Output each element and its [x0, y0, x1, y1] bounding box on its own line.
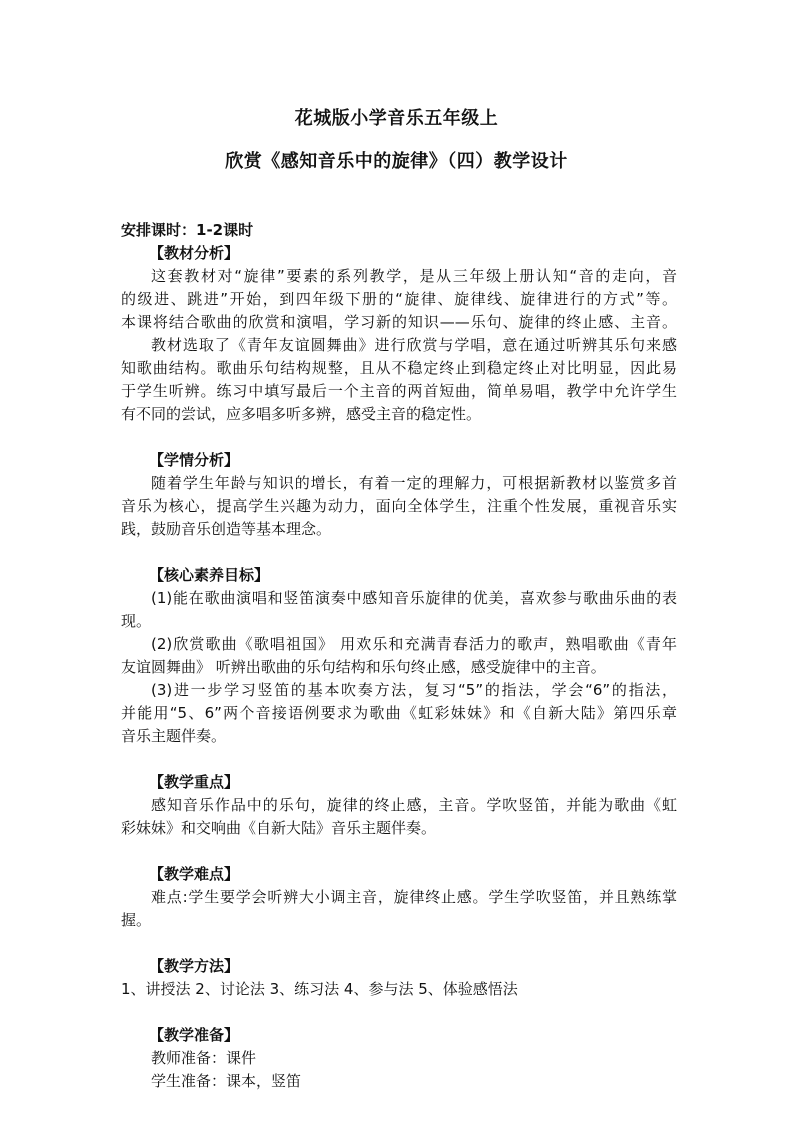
paragraph-line: 于学生听辨。练习中填写最后一个主音的两首短曲，简单易唱，教学中允许学生 — [121, 382, 677, 400]
learner-heading: 【学情分析】 — [149, 451, 240, 469]
paragraph-line: 难点:学生要学会听辨大小调主音，旋律终止感。学生学吹竖笛，并且熟练掌 — [151, 888, 677, 906]
goals-heading: 【核心素养目标】 — [149, 566, 270, 584]
paragraph-line: 音乐为核心，提高学生兴趣为动力，面向全体学生，注重个性发展，重视音乐实 — [121, 497, 677, 515]
key-points-heading: 【教学重点】 — [149, 773, 240, 791]
paragraph-line: 这套教材对“旋律”要素的系列教学，是从三年级上册认知“音的走向，音 — [151, 267, 677, 285]
paragraph-line: 有不同的尝试，应多唱多听多辨，感受主音的稳定性。 — [121, 405, 482, 423]
paragraph-line: 感知音乐作品中的乐句，旋律的终止感，主音。学吹竖笛，并能为歌曲《虹 — [151, 796, 677, 814]
paragraph-line: 教材选取了《青年友谊圆舞曲》进行欣赏与学唱，意在通过听辨其乐句来感 — [151, 336, 677, 354]
paragraph-line: 现。 — [121, 612, 152, 630]
paragraph-line: 握。 — [121, 911, 152, 929]
student-preparation: 学生准备：课本，竖笛 — [151, 1072, 302, 1090]
paragraph-line: (3)进一步学习竖笛的基本吹奏方法，复习“5”的指法，学会“6”的指法， — [151, 681, 677, 699]
preparation-heading: 【教学准备】 — [149, 1026, 240, 1044]
document-body — [121, 219, 677, 1093]
paragraph-line: 友谊圆舞曲》 听辨出歌曲的乐句结构和乐句终止感，感受旋律中的主音。 — [121, 658, 606, 676]
schedule-line: 安排课时：1-2课时 — [121, 221, 254, 239]
paragraph-line: (2)欣赏歌曲《歌唱祖国》 用欢乐和充满青春活力的歌声，熟唱歌曲《青年 — [151, 635, 677, 653]
paragraph-line: (1)能在歌曲演唱和竖笛演奏中感知音乐旋律的优美，喜欢参与歌曲乐曲的表 — [151, 589, 677, 607]
material-heading: 【教材分析】 — [149, 244, 240, 262]
paragraph-line: 彩妹妹》和交响曲《自新大陆》音乐主题伴奏。 — [121, 819, 437, 837]
document-subtitle: 欣赏《感知音乐中的旋律》（四）教学设计 — [225, 151, 568, 172]
paragraph-line: 的级进、跳进”开始，到四年级下册的“旋律、旋律线、旋律进行的方式”等。 — [121, 290, 677, 308]
methods-line: 1、讲授法 2、讨论法 3、练习法 4、参与法 5、体验感悟法 — [121, 980, 518, 998]
paragraph-line: 践，鼓励音乐创造等基本理念。 — [121, 520, 332, 538]
paragraph-line: 音乐主题伴奏。 — [121, 727, 227, 745]
paragraph-line: 知歌曲结构。歌曲乐句结构规整，且从不稳定终止到稳定终止对比明显，因此易 — [121, 359, 677, 377]
paragraph-line: 随着学生年龄与知识的增长，有着一定的理解力，可根据新教材以鉴赏多首 — [151, 474, 677, 492]
teacher-preparation: 教师准备：课件 — [151, 1049, 257, 1067]
paragraph-line: 本课将结合歌曲的欣赏和演唱，学习新的知识——乐句、旋律的终止感、主音。 — [121, 313, 677, 331]
difficulties-heading: 【教学难点】 — [149, 865, 240, 883]
paragraph-line: 并能用“5、6”两个音接语例要求为歌曲《虹彩妹妹》和《自新大陆》第四乐章 — [121, 704, 677, 722]
methods-heading: 【教学方法】 — [149, 957, 240, 975]
document-title: 花城版小学音乐五年级上 — [294, 108, 499, 129]
